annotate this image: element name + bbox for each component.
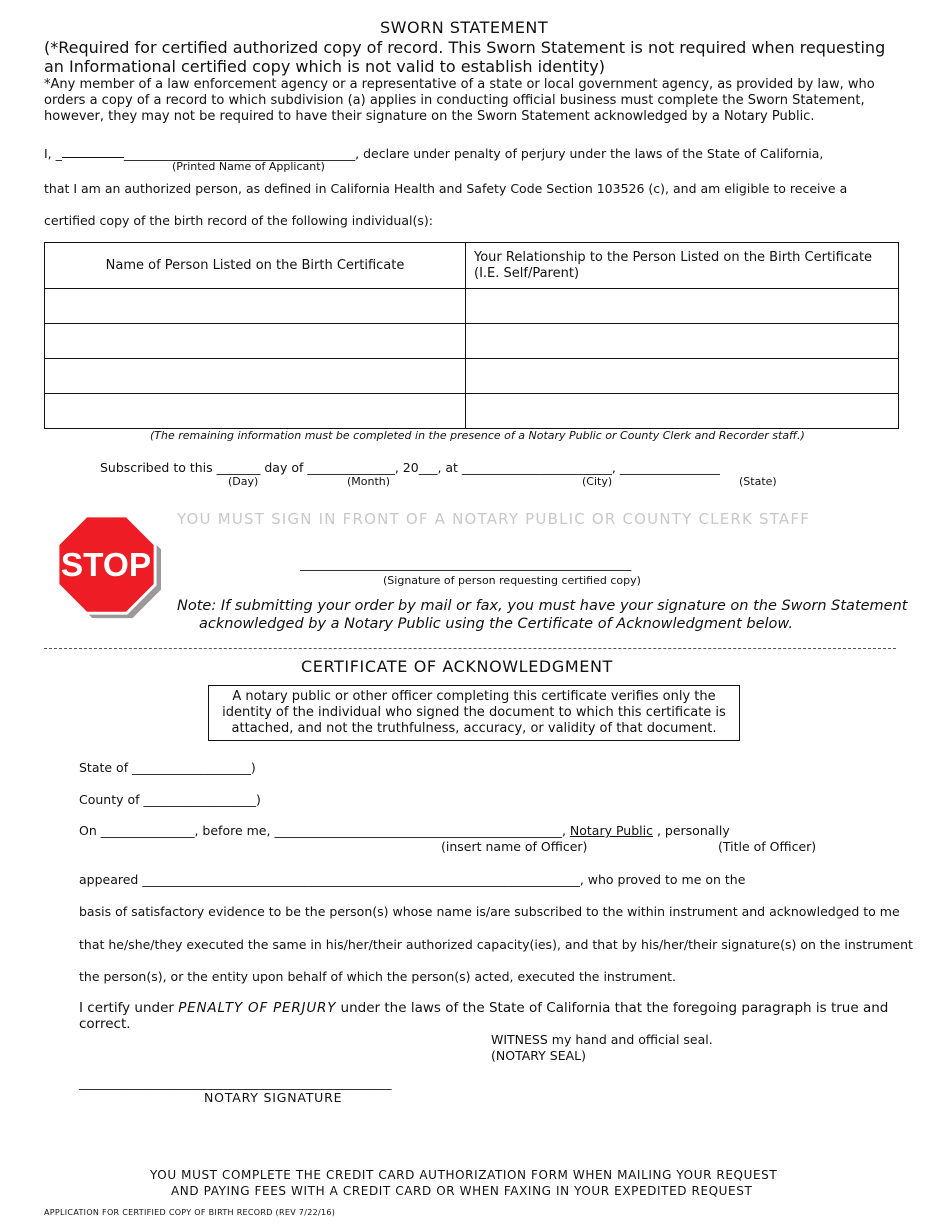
on-date-text: On _______________, before me, ______________________________________________, (79, 823, 570, 838)
required-note-line1: (*Required for certified authorized copy of record. This Sworn Statement is not required when requesting (44, 38, 886, 57)
acknowledgment-title: CERTIFICATE OF ACKNOWLEDGMENT (301, 657, 613, 676)
personally-text: , personally (652, 823, 730, 838)
disclaimer-line1: A notary public or other officer completing this certificate verifies only the (232, 689, 716, 704)
applicant-name-field[interactable] (62, 145, 124, 158)
table-row (45, 359, 899, 394)
penalty-of-perjury: PENALTY OF PERJURY (178, 1000, 337, 1016)
agency-note-line2: orders a copy of a record to which subdivision (a) applies in conducting official business must complete the Sworn Statement, (44, 93, 865, 108)
notary-seal-label: (NOTARY SEAL) (491, 1048, 587, 1063)
state-caption: (State) (739, 475, 777, 488)
mail-fax-note-line1: Note: If submitting your order by mail or fax, you must have your signature on the Sworn Statement (177, 598, 908, 614)
person-name-cell[interactable] (45, 394, 466, 429)
certify-line (79, 1000, 888, 1016)
witness-line: WITNESS my hand and official seal. (491, 1032, 713, 1047)
appeared-line[interactable]: appeared ______________________________________________________________________, who proved to me on the (79, 872, 746, 887)
state-of-field[interactable]: State of ___________________) (79, 760, 256, 775)
form-id: APPLICATION FOR CERTIFIED COPY OF BIRTH RECORD (REV 7/22/16) (44, 1208, 336, 1217)
stop-sign-icon (54, 514, 162, 622)
entity-line: the person(s), or the entity upon behalf of which the person(s) acted, executed the instrument. (79, 969, 676, 984)
notary-signature-line[interactable]: __________________________________________________ (79, 1075, 392, 1090)
city-caption: (City) (582, 475, 613, 488)
section-divider (44, 648, 896, 649)
certified-copy-line: certified copy of the birth record of the following individual(s): (44, 213, 433, 228)
col-name-header (45, 243, 466, 289)
disclaimer-line2: identity of the individual who signed the document to which this certificate is (222, 705, 726, 720)
disclaimer-line3: attached, and not the truthfulness, accuracy, or validity of that document. (231, 721, 717, 736)
persons-table (44, 242, 899, 429)
relationship-cell[interactable] (466, 394, 899, 429)
agency-note-line3: however, they may not be required to have their signature on the Sworn Statement acknowledged by a Notary Public. (44, 109, 815, 124)
month-caption: (Month) (347, 475, 391, 488)
day-caption: (Day) (228, 475, 259, 488)
officer-name-caption: (insert name of Officer) (441, 839, 588, 854)
required-note-line2: an Informational certified copy which is not valid to establish identity) (44, 57, 605, 76)
person-name-cell[interactable] (45, 289, 466, 324)
notary-warning: YOU MUST SIGN IN FRONT OF A NOTARY PUBLIC OR COUNTY CLERK STAFF (177, 510, 811, 528)
declaration-text: declare under penalty of perjury under the laws of the State of California, (363, 146, 824, 161)
certify-prefix: I certify under (79, 1000, 179, 1016)
notary-signature-label: NOTARY SIGNATURE (204, 1090, 343, 1105)
acknowledgment-disclaimer-box (208, 685, 740, 741)
capacity-line: that he/she/they executed the same in his/her/their authorized capacity(ies), and that by his/her/their signature(s) on the instrument (79, 937, 913, 952)
person-name-cell[interactable] (45, 324, 466, 359)
mail-fax-note-line2: acknowledged by a Notary Public using the Certificate of Acknowledgment below. (199, 616, 793, 632)
requester-signature-caption: (Signature of person requesting certified copy) (383, 574, 641, 587)
agency-note-line1: *Any member of a law enforcement agency or a representative of a state or local government agency, as provided by law, who (44, 77, 875, 92)
table-row (45, 324, 899, 359)
col-relationship-header-line1: Your Relationship to the Person Listed on the Birth Certificate (474, 249, 873, 265)
relationship-cell[interactable] (466, 324, 899, 359)
applicant-name-caption: (Printed Name of Applicant) (172, 160, 325, 173)
requester-signature-line[interactable]: _____________________________________________________ (300, 556, 632, 571)
officer-title-caption: (Title of Officer) (718, 839, 817, 854)
subscribed-line[interactable]: Subscribed to this _______ day of ______________, 20___, at ________________________, ________________ (100, 460, 720, 475)
certify-suffix: under the laws of the State of California that the foregoing paragraph is true and (336, 1000, 889, 1016)
page-title: SWORN STATEMENT (380, 18, 549, 37)
col-relationship-header-line2: (I.E. Self/Parent) (474, 265, 580, 281)
notary-public-title: Notary Public (569, 823, 653, 838)
col-relationship-header (466, 243, 899, 289)
col-name-header-label: Name of Person Listed on the Birth Certificate (105, 258, 405, 273)
table-row (45, 394, 899, 429)
stop-sign-text: STOP (60, 546, 152, 584)
declaration-line (44, 145, 823, 161)
basis-line: basis of satisfactory evidence to be the person(s) whose name is/are subscribed to the within instrument and acknowledged to me (79, 904, 900, 919)
relationship-cell[interactable] (466, 289, 899, 324)
on-date-line[interactable] (79, 823, 730, 838)
authorized-person-line: that I am an authorized person, as defined in California Health and Safety Code Section 103526 (c), and am eligible to receive a (44, 181, 848, 196)
certify-line2: correct. (79, 1016, 131, 1032)
relationship-cell[interactable] (466, 359, 899, 394)
notary-presence-note: (The remaining information must be completed in the presence of a Notary Public or County Clerk and Recorder staff.) (150, 429, 805, 442)
declaration-prefix: I, _ (44, 146, 62, 161)
applicant-name-blank: _____________________________________, (123, 146, 360, 161)
credit-card-note-line2: AND PAYING FEES WITH A CREDIT CARD OR WHEN FAXING IN YOUR EXPEDITED REQUEST (171, 1184, 753, 1198)
table-header-row (45, 243, 899, 289)
county-of-field[interactable]: County of __________________) (79, 792, 261, 807)
person-name-cell[interactable] (45, 359, 466, 394)
table-row (45, 289, 899, 324)
credit-card-note-line1: YOU MUST COMPLETE THE CREDIT CARD AUTHORIZATION FORM WHEN MAILING YOUR REQUEST (150, 1168, 778, 1182)
